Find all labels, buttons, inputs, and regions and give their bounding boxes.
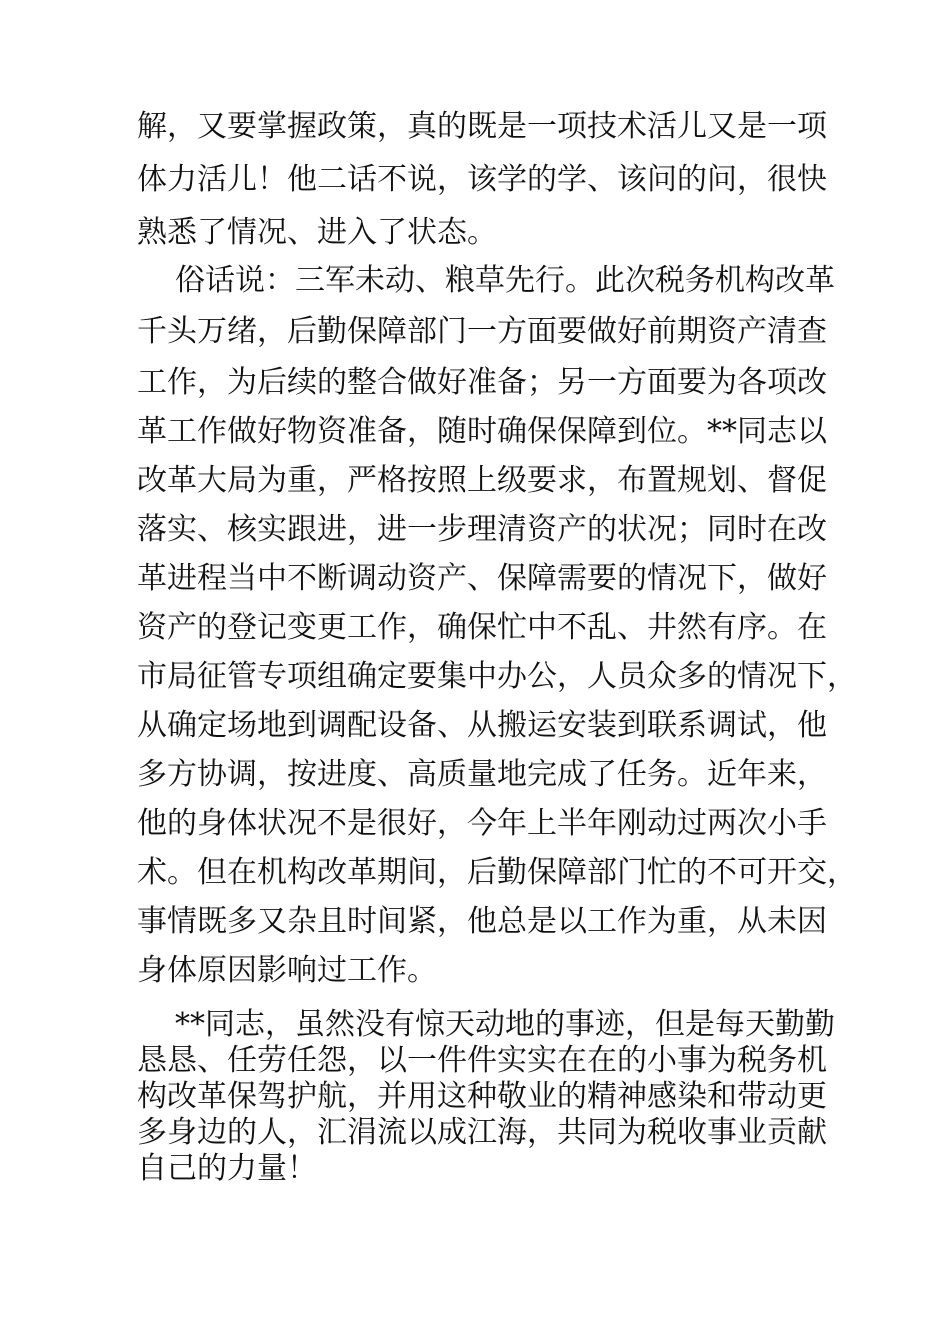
text-line: 解，又要掌握政策，真的既是一项技术活儿又是一项 xyxy=(137,109,827,144)
text-line: 自己的力量！ xyxy=(137,1151,317,1186)
text-line: 熟悉了情况、进入了状态。 xyxy=(137,215,497,250)
text-line: 工作，为后续的整合做好准备；另一方面要为各项改 xyxy=(137,365,827,400)
text-line: 身体原因影响过工作。 xyxy=(137,953,437,988)
text-line: 市局征管专项组确定要集中办公，人员众多的情况下， xyxy=(137,659,857,694)
text-line: 他的身体状况不是很好，今年上半年刚动过两次小手 xyxy=(137,806,827,841)
text-line: 恳恳、任劳任怨，以一件件实实在在的小事为税务机 xyxy=(137,1043,827,1078)
text-line: 革工作做好物资准备，随时确保保障到位。**同志以 xyxy=(137,414,827,449)
text-line: 多方协调，按进度、高质量地完成了任务。近年来， xyxy=(137,757,827,792)
text-line: 术。但在机构改革期间，后勤保障部门忙的不可开交， xyxy=(137,855,857,890)
text-line: 事情既多又杂且时间紧，他总是以工作为重，从未因 xyxy=(137,904,827,939)
text-line: 改革大局为重，严格按照上级要求，布置规划、督促 xyxy=(137,463,827,498)
text-line: 俗话说：三军未动、粮草先行。此次税务机构改革 xyxy=(175,263,835,298)
text-line: 落实、核实跟进，进一步理清资产的状况；同时在改 xyxy=(137,512,827,547)
text-line: **同志，虽然没有惊天动地的事迹，但是每天勤勤 xyxy=(175,1007,835,1042)
text-line: 革进程当中不断调动资产、保障需要的情况下，做好 xyxy=(137,561,827,596)
text-line: 千头万绪，后勤保障部门一方面要做好前期资产清查 xyxy=(137,314,827,349)
text-line: 多身边的人，汇涓流以成江海，共同为税收事业贡献 xyxy=(137,1115,827,1150)
text-line: 资产的登记变更工作，确保忙中不乱、井然有序。在 xyxy=(137,610,827,645)
text-line: 构改革保驾护航，并用这种敬业的精神感染和带动更 xyxy=(137,1079,827,1114)
text-line: 体力活儿！他二话不说，该学的学、该问的问，很快 xyxy=(137,162,827,197)
text-line: 从确定场地到调配设备、从搬运安装到联系调试，他 xyxy=(137,708,827,743)
